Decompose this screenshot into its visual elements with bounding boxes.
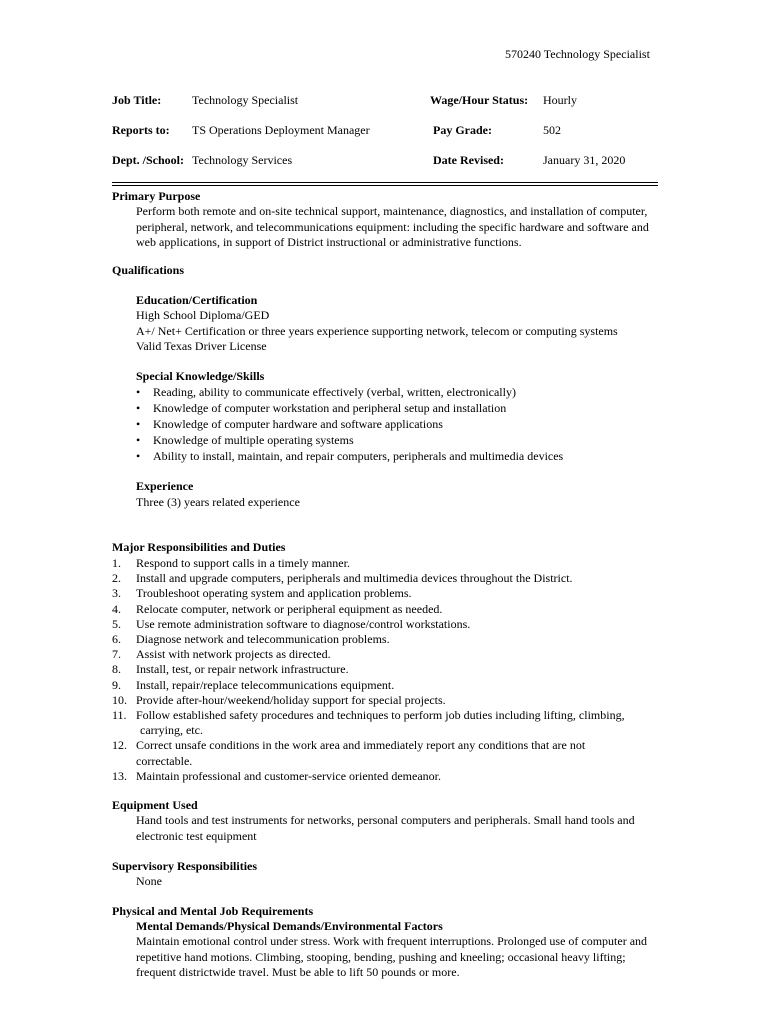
responsibility-item: Respond to support calls in a timely manner. bbox=[136, 556, 350, 570]
wage-status-value: Hourly bbox=[543, 93, 577, 107]
responsibility-number: 13. bbox=[112, 768, 127, 783]
pay-grade-value: 502 bbox=[543, 123, 561, 137]
physical-text: Maintain emotional control under stress. Work with frequent interruptions. Prolonged use of computer and repetitive hand motions. Climbing, stooping, bending, pushing and kneeling; occasional heavy lifting; frequent districtwide travel. Must be able to lift 50 pounds or more. bbox=[136, 934, 648, 979]
department-label: Dept. /School: bbox=[112, 153, 184, 167]
divider-top bbox=[112, 182, 658, 183]
primary-purpose-heading: Primary Purpose bbox=[112, 189, 201, 203]
responsibility-item: correctable. bbox=[136, 753, 193, 768]
responsibility-number: 4. bbox=[112, 601, 121, 616]
responsibility-item: Follow established safety procedures and techniques to perform job duties including lifting, climbing, bbox=[136, 708, 625, 722]
responsibility-item: Assist with network projects as directed. bbox=[136, 647, 331, 662]
responsibility-item: Diagnose network and telecommunication problems. bbox=[136, 632, 390, 646]
primary-purpose-text: Perform both remote and on-site technical support, maintenance, diagnostics, and installation of computer, peripheral, network, and telecommunications equipment: including the specific hardware and software and web applications, in support of District instructional or administrative functions. bbox=[136, 204, 649, 249]
education-heading: Education/Certification bbox=[136, 293, 258, 307]
responsibility-item: Provide after-hour/weekend/holiday support for special projects. bbox=[136, 692, 446, 707]
divider-bottom bbox=[112, 185, 658, 186]
responsibility-item: Install, test, or repair network infrastructure. bbox=[136, 662, 349, 677]
responsibilities-heading: Major Responsibilities and Duties bbox=[112, 540, 286, 554]
education-item: Valid Texas Driver License bbox=[136, 339, 267, 353]
qualifications-heading: Qualifications bbox=[112, 263, 185, 277]
responsibility-number: 5. bbox=[112, 616, 121, 631]
responsibility-number: 7. bbox=[112, 647, 121, 662]
responsibility-number: 3. bbox=[112, 586, 121, 601]
physical-subheading: Mental Demands/Physical Demands/Environmental Factors bbox=[136, 919, 443, 933]
equipment-text: Hand tools and test instruments for networks, personal computers and peripherals. Small hand tools and electronic test equipment bbox=[136, 813, 635, 843]
responsibility-item: Maintain professional and customer-service oriented demeanor. bbox=[136, 768, 441, 783]
responsibility-item: Use remote administration software to diagnose/control workstations. bbox=[136, 616, 471, 631]
responsibility-item: Relocate computer, network or peripheral equipment as needed. bbox=[136, 601, 443, 616]
responsibility-number: 6. bbox=[112, 632, 121, 646]
responsibility-number: 12. bbox=[112, 738, 127, 753]
supervisory-heading: Supervisory Responsibilities bbox=[112, 859, 258, 873]
physical-heading: Physical and Mental Job Requirements bbox=[112, 904, 314, 918]
experience-text: Three (3) years related experience bbox=[136, 495, 300, 509]
responsibility-item: Troubleshoot operating system and application problems. bbox=[136, 586, 412, 601]
responsibility-item: Install and upgrade computers, peripherals and multimedia devices throughout the District. bbox=[136, 571, 573, 586]
bullet-icon: • bbox=[136, 433, 141, 447]
supervisory-text: None bbox=[136, 874, 162, 888]
skills-heading: Special Knowledge/Skills bbox=[136, 369, 265, 383]
skill-item: Knowledge of computer workstation and peripheral setup and installation bbox=[153, 401, 507, 415]
responsibility-item: carrying, etc. bbox=[140, 723, 203, 738]
bullet-icon: • bbox=[136, 449, 141, 463]
responsibility-item: Correct unsafe conditions in the work area and immediately report any conditions that are not bbox=[136, 738, 586, 753]
document-code: 570240 Technology Specialist bbox=[505, 47, 650, 61]
skill-item: Knowledge of multiple operating systems bbox=[153, 433, 354, 447]
equipment-heading: Equipment Used bbox=[112, 798, 198, 812]
education-item: High School Diploma/GED bbox=[136, 308, 270, 322]
pay-grade-label: Pay Grade: bbox=[433, 123, 492, 137]
bullet-icon: • bbox=[136, 417, 141, 431]
wage-status-label: Wage/Hour Status: bbox=[430, 93, 529, 107]
responsibility-number: 2. bbox=[112, 571, 121, 586]
experience-heading: Experience bbox=[136, 479, 194, 493]
bullet-icon: • bbox=[136, 401, 141, 415]
responsibility-item: Install, repair/replace telecommunications equipment. bbox=[136, 677, 395, 692]
responsibility-number: 9. bbox=[112, 677, 121, 692]
education-item: A+/ Net+ Certification or three years experience supporting network, telecom or computing systems bbox=[136, 324, 618, 338]
department-value: Technology Services bbox=[192, 153, 293, 167]
skill-item: Knowledge of computer hardware and software applications bbox=[153, 417, 443, 431]
reports-to-value: TS Operations Deployment Manager bbox=[192, 123, 370, 137]
date-revised-label: Date Revised: bbox=[433, 153, 504, 167]
skill-item: Reading, ability to communicate effectively (verbal, written, electronically) bbox=[153, 385, 516, 399]
skill-item: Ability to install, maintain, and repair computers, peripherals and multimedia devices bbox=[153, 449, 564, 463]
responsibility-number: 11. bbox=[112, 708, 127, 722]
date-revised-value: January 31, 2020 bbox=[543, 153, 626, 167]
bullet-icon: • bbox=[136, 385, 141, 399]
responsibility-number: 8. bbox=[112, 662, 121, 677]
reports-to-label: Reports to: bbox=[112, 123, 170, 137]
job-title-value: Technology Specialist bbox=[192, 93, 299, 107]
responsibility-number: 10. bbox=[112, 692, 127, 707]
responsibility-number: 1. bbox=[112, 556, 121, 570]
job-title-label: Job Title: bbox=[112, 93, 162, 107]
